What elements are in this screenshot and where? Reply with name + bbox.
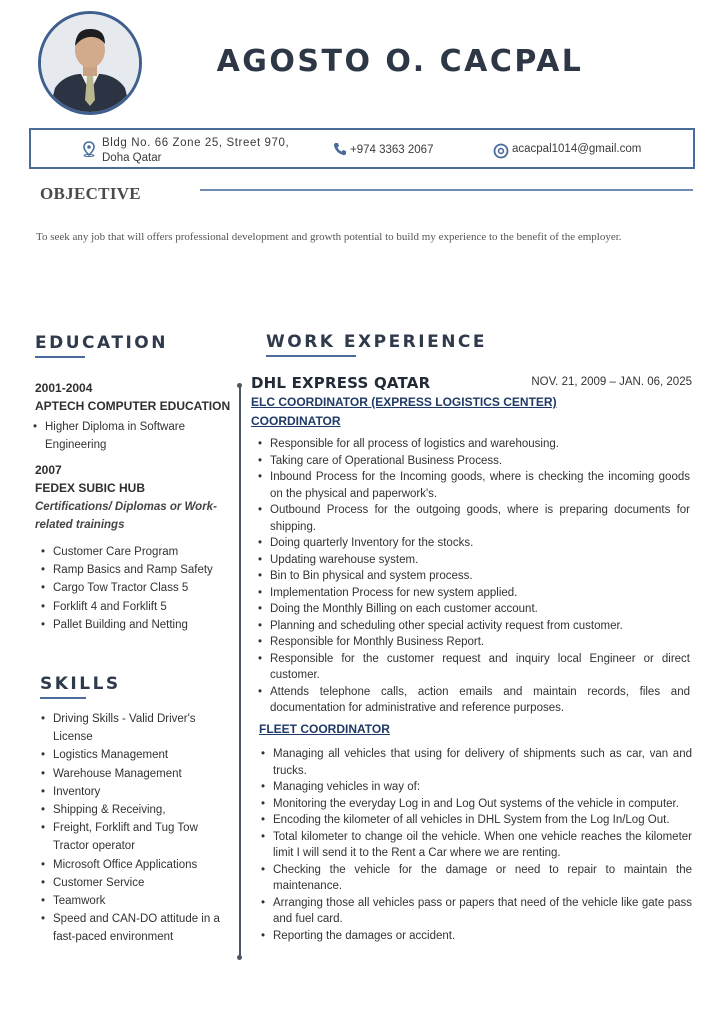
list-item: • Ramp Basics and Ramp Safety	[39, 561, 235, 579]
role-title-elc: ELC COORDINATOR (EXPRESS LOGISTICS CENTER) COORDINATOR	[251, 395, 557, 428]
list-item: • Encoding the kilometer of all vehicles in DHL System from the Log In/Log Out.	[255, 812, 692, 829]
list-item: • Freight, Forklift and Tug Tow Tractor operator	[39, 819, 221, 855]
address-line-2: Doha Qatar	[102, 152, 162, 164]
list-item: • Logistics Management	[39, 746, 221, 764]
education-years: 2007	[35, 463, 62, 477]
education-heading: EDUCATION	[35, 333, 168, 353]
list-item: • Attends telephone calls, action emails and maintain records, files and documentation for administrative and reference purposes.	[252, 684, 690, 717]
list-item: • Teamwork	[39, 892, 221, 910]
skills-list	[39, 710, 221, 947]
person-portrait	[41, 14, 139, 112]
education-subtitle: Certifications/ Diplomas or Work- related trainings	[35, 501, 217, 531]
phone-icon	[332, 141, 348, 157]
list-item: • Warehouse Management	[39, 765, 221, 783]
list-item: • Managing all vehicles that using for delivery of shipments such as car, van and trucks.	[255, 746, 692, 779]
list-item: • Managing vehicles in way of:	[255, 779, 692, 796]
list-item: • Driving Skills - Valid Driver's License	[39, 710, 221, 746]
timeline-line	[239, 385, 241, 958]
objective-heading: OBJECTIVE	[40, 184, 141, 203]
list-item: • Bin to Bin physical and system process.	[252, 568, 690, 585]
list-item: • Pallet Building and Netting	[39, 616, 235, 634]
education-items	[31, 418, 235, 454]
list-item: • Checking the vehicle for the damage or need to repair to maintain the maintenance.	[255, 862, 692, 895]
list-item: • Higher Diploma in Software Engineering	[31, 418, 235, 454]
education-section	[35, 380, 235, 634]
list-item: • Monitoring the everyday Log in and Log Out systems of the vehicle in computer.	[255, 796, 692, 813]
list-item: • Customer Care Program	[39, 543, 235, 561]
education-years: 2001-2004	[35, 381, 93, 395]
list-item: • Arranging those all vehicles pass or papers that need of the vehicle like gate pass and fuel card.	[255, 895, 692, 928]
list-item: • Total kilometer to change oil the vehicle. When one vehicle reaches the kilometer limit I will send it to the Rent a Car where we are renting.	[255, 829, 692, 862]
contact-box	[29, 128, 695, 169]
list-item: • Implementation Process for new system applied.	[252, 585, 690, 602]
candidate-name: AGOSTO O. CACPAL	[216, 44, 584, 79]
education-school: FEDEX SUBIC HUB	[35, 481, 146, 495]
list-item: • Doing quarterly Inventory for the stocks.	[252, 535, 690, 552]
list-item: • Forklift 4 and Forklift 5	[39, 598, 235, 616]
company-name: DHL EXPRESS QATAR	[251, 374, 431, 392]
objective-divider	[200, 189, 693, 191]
address	[102, 136, 302, 166]
location-pin-icon	[81, 141, 97, 157]
list-item: • Cargo Tow Tractor Class 5	[39, 579, 235, 597]
list-item: • Microsoft Office Applications	[39, 856, 221, 874]
list-item: • Planning and scheduling other special activity request from customer.	[252, 618, 690, 635]
list-item: • Doing the Monthly Billing on each customer account.	[252, 601, 690, 618]
list-item: • Updating warehouse system.	[252, 552, 690, 569]
skills-underline	[40, 697, 86, 699]
list-item: • Inventory	[39, 783, 221, 801]
list-item: • Outbound Process for the outgoing goods, where is preparing documents for shipping.	[252, 502, 690, 535]
list-item: • Reporting the damages or accident.	[255, 928, 692, 945]
education-underline	[35, 356, 85, 358]
education-school: APTECH COMPUTER EDUCATION	[35, 399, 231, 413]
role-title-fleet: FLEET COORDINATOR	[259, 722, 390, 736]
list-item: • Responsible for Monthly Business Report.	[252, 634, 690, 651]
at-sign-icon	[493, 143, 509, 159]
email-address[interactable]: acacpal1014@gmail.com	[512, 143, 642, 155]
list-item: • Speed and CAN-DO attitude in a fast-paced environment	[39, 910, 221, 946]
training-items	[39, 543, 235, 634]
list-item: • Taking care of Operational Business Process.	[252, 453, 690, 470]
objective-text: To seek any job that will offers professional development and growth potential to build my experience to the benefit of the employer.	[36, 231, 622, 243]
list-item: • Responsible for the customer request and inquiry local Engineer or direct customer.	[252, 651, 690, 684]
timeline-dot-bottom	[237, 955, 242, 960]
profile-photo	[38, 11, 142, 115]
list-item: • Inbound Process for the Incoming goods, where is checking the incoming goods on the physical and paperwork's.	[252, 469, 690, 502]
work-experience-underline	[266, 355, 356, 357]
timeline-dot-top	[237, 383, 242, 388]
list-item: • Responsible for all process of logistics and warehousing.	[252, 436, 690, 453]
work-experience-heading: WORK EXPERIENCE	[266, 332, 488, 352]
employment-dates: NOV. 21, 2009 – JAN. 06, 2025	[531, 376, 692, 388]
list-item: • Customer Service	[39, 874, 221, 892]
skills-heading: SKILLS	[40, 674, 121, 694]
address-line-1: Bldg No. 66 Zone 25, Street 970,	[102, 137, 290, 149]
elc-duties-list	[252, 436, 690, 717]
list-item: • Shipping & Receiving,	[39, 801, 221, 819]
fleet-duties-list	[255, 746, 692, 944]
phone-number: +974 3363 2067	[350, 144, 434, 156]
